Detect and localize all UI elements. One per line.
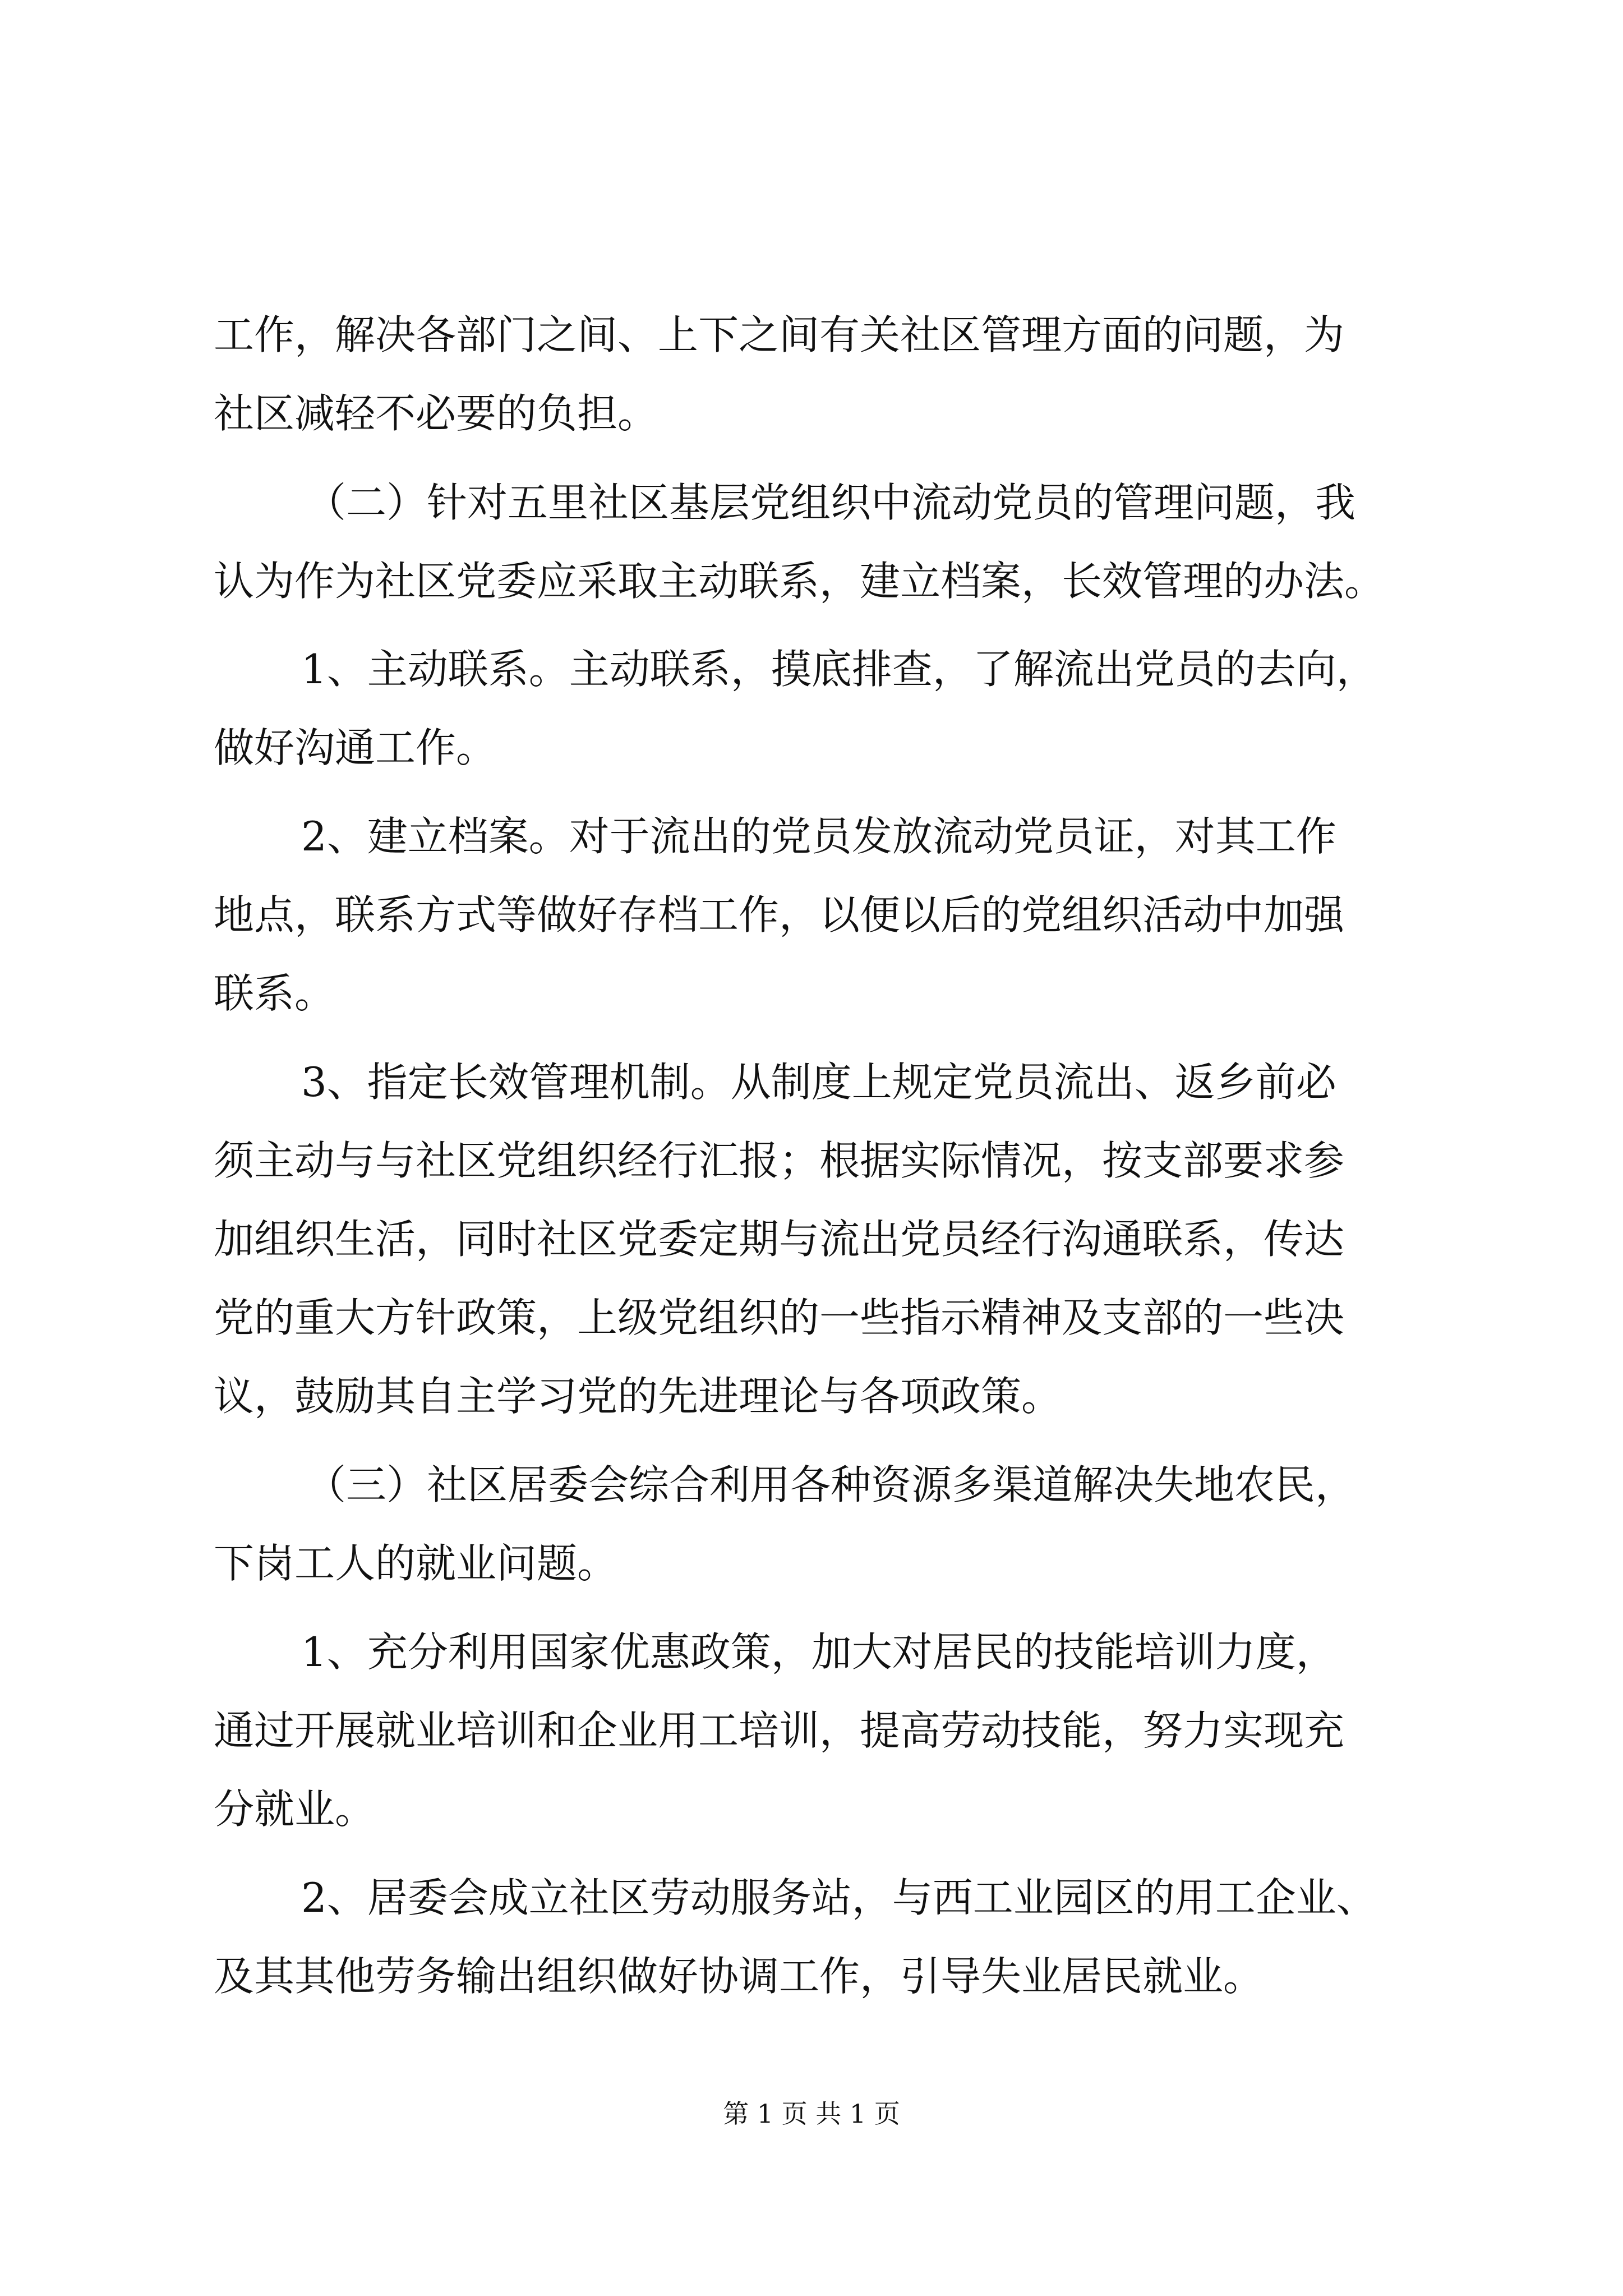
text-line: 通过开展就业培训和企业用工培训，提高劳动技能，努力实现充 bbox=[214, 1707, 1345, 1754]
text-line: 2、居委会成立社区劳动服务站，与西工业园区的用工企业、 bbox=[301, 1874, 1377, 1921]
text-line: 分就业。 bbox=[214, 1786, 376, 1833]
text-line: 1、充分利用国家优惠政策，加大对居民的技能培训力度， bbox=[301, 1628, 1336, 1676]
text-line: 须主动与与社区党组织经行汇报；根据实际情况，按支部要求参 bbox=[214, 1137, 1345, 1184]
text-line: 2、建立档案。对于流出的党员发放流动党员证，对其工作 bbox=[301, 813, 1336, 860]
text-line: 1、主动联系。主动联系，摸底排查，了解流出党员的去向， bbox=[301, 646, 1377, 693]
text-line: 党的重大方针政策，上级党组织的一些指示精神及支部的一些决 bbox=[214, 1294, 1345, 1341]
text-line: （二）针对五里社区基层党组织中流动党员的管理问题，我 bbox=[306, 479, 1356, 526]
text-line: 做好沟通工作。 bbox=[214, 724, 497, 771]
text-line: 工作，解决各部门之间、上下之间有关社区管理方面的问题，为 bbox=[214, 311, 1345, 358]
text-line: 加组织生活，同时社区党委定期与流出党员经行沟通联系，传达 bbox=[214, 1216, 1345, 1263]
text-line: 地点，联系方式等做好存档工作，以便以后的党组织活动中加强 bbox=[214, 891, 1345, 938]
text-line: 3、指定长效管理机制。从制度上规定党员流出、返乡前必 bbox=[301, 1059, 1336, 1106]
text-line: 下岗工人的就业问题。 bbox=[214, 1540, 618, 1587]
text-line: 社区减轻不必要的负担。 bbox=[214, 390, 658, 437]
text-line: 议，鼓励其自主学习党的先进理论与各项政策。 bbox=[214, 1373, 1062, 1420]
text-line: （三）社区居委会综合利用各种资源多渠道解决失地农民， bbox=[306, 1461, 1356, 1508]
text-line: 及其其他劳务输出组织做好协调工作，引导失业居民就业。 bbox=[214, 1953, 1264, 2000]
text-line: 认为作为社区党委应采取主动联系，建立档案，长效管理的办法。 bbox=[214, 558, 1385, 605]
page-footer: 第 1 页 共 1 页 bbox=[723, 2099, 900, 2129]
text-line: 联系。 bbox=[214, 970, 335, 1017]
